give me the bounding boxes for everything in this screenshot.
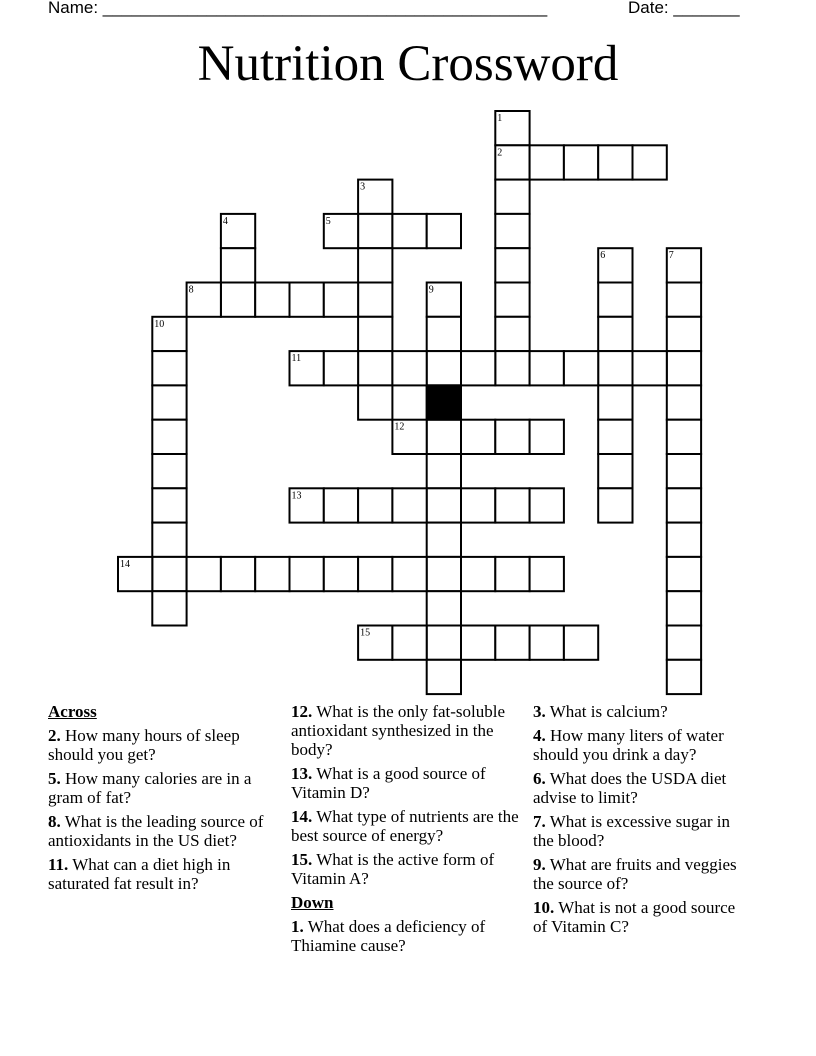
grid-cell[interactable] — [427, 317, 461, 351]
grid-cell[interactable] — [255, 557, 289, 591]
date-field-label: Date: _______ — [628, 0, 740, 17]
grid-cell[interactable] — [598, 454, 632, 488]
grid-cell[interactable] — [290, 283, 324, 317]
grid-cell[interactable] — [530, 145, 564, 179]
clue-down-9 — [533, 855, 748, 893]
grid-cell[interactable] — [667, 420, 701, 454]
cell-number: 8 — [188, 284, 194, 296]
cell-number: 6 — [600, 250, 606, 262]
grid-cell[interactable] — [152, 351, 186, 385]
grid-cell[interactable] — [221, 557, 255, 591]
grid-cell[interactable] — [461, 420, 495, 454]
grid-cell[interactable] — [495, 180, 529, 214]
clue-number: 5. — [48, 769, 61, 788]
grid-cell[interactable] — [633, 145, 667, 179]
grid-cell[interactable] — [427, 660, 461, 694]
grid-cell[interactable] — [255, 283, 289, 317]
grid-cell[interactable] — [667, 626, 701, 660]
grid-cell[interactable] — [152, 420, 186, 454]
grid-cell[interactable] — [427, 557, 461, 591]
cell-number: 12 — [394, 421, 405, 433]
grid-cell[interactable] — [667, 385, 701, 419]
clue-across-5 — [48, 769, 284, 807]
grid-cell[interactable] — [324, 351, 358, 385]
clue-down-10 — [533, 898, 748, 936]
clue-number: 1. — [291, 917, 304, 936]
grid-cell[interactable] — [598, 145, 632, 179]
cell-number: 9 — [428, 284, 434, 296]
clue-number: 11. — [48, 855, 69, 874]
grid-cell[interactable] — [358, 351, 392, 385]
cell-number: 3 — [360, 181, 366, 193]
grid-cell[interactable] — [358, 385, 392, 419]
clue-number: 15. — [291, 850, 313, 869]
cell-number: 5 — [325, 215, 331, 227]
grid-cell[interactable] — [152, 591, 186, 625]
grid-cell[interactable] — [152, 385, 186, 419]
clue-text: What is the only fat-soluble antioxidant synthesized in the body? — [291, 702, 506, 759]
clues-column-2 — [291, 702, 527, 960]
grid-cell[interactable] — [598, 488, 632, 522]
grid-cell[interactable] — [495, 317, 529, 351]
clue-across-15 — [291, 850, 527, 888]
grid-cell[interactable] — [324, 557, 358, 591]
grid-cell[interactable] — [598, 351, 632, 385]
page-title: Nutrition Crossword — [197, 36, 619, 92]
grid-cell[interactable] — [495, 351, 529, 385]
grid-cell[interactable] — [221, 248, 255, 282]
clue-across-14 — [291, 807, 527, 845]
grid-cell[interactable] — [187, 557, 221, 591]
grid-cell[interactable] — [530, 420, 564, 454]
grid-cell[interactable] — [427, 523, 461, 557]
grid-cell[interactable] — [667, 660, 701, 694]
grid-cell[interactable] — [598, 420, 632, 454]
clue-number: 14. — [291, 807, 313, 826]
grid-cell[interactable] — [427, 488, 461, 522]
grid-cell[interactable] — [598, 283, 632, 317]
clue-across-12 — [291, 702, 527, 759]
grid-cell[interactable] — [530, 351, 564, 385]
grid-cell[interactable] — [461, 557, 495, 591]
clue-text: What are fruits and veggies the source of? — [533, 855, 737, 893]
grid-cell[interactable] — [358, 488, 392, 522]
clue-across-2 — [48, 726, 284, 764]
clue-number: 10. — [533, 898, 555, 917]
grid-cell[interactable] — [461, 626, 495, 660]
grid-cell[interactable] — [495, 214, 529, 248]
cell-number: 4 — [222, 215, 228, 227]
clue-text: What is not a good source of Vitamin C? — [533, 898, 736, 936]
grid-cell[interactable] — [633, 351, 667, 385]
clue-text: What is the leading source of antioxidants in the US diet? — [48, 812, 264, 850]
grid-cell[interactable] — [530, 626, 564, 660]
clue-text: What is the active form of Vitamin A? — [291, 850, 495, 888]
grid-cell[interactable] — [427, 626, 461, 660]
clue-number: 3. — [533, 702, 546, 721]
grid-cell[interactable] — [667, 317, 701, 351]
grid-cell[interactable] — [392, 626, 426, 660]
down-heading: Down — [291, 893, 334, 912]
grid-cell[interactable] — [667, 351, 701, 385]
grid-cell[interactable] — [152, 523, 186, 557]
grid-cell[interactable] — [152, 454, 186, 488]
grid-cell[interactable] — [667, 591, 701, 625]
grid-cell[interactable] — [358, 283, 392, 317]
grid-cell[interactable] — [564, 626, 598, 660]
clue-text: How many hours of sleep should you get? — [48, 726, 240, 764]
clue-number: 2. — [48, 726, 61, 745]
clues-column-3 — [533, 702, 748, 941]
grid-cell[interactable] — [358, 557, 392, 591]
grid-cell[interactable] — [427, 591, 461, 625]
grid-cell[interactable] — [495, 283, 529, 317]
grid-cell[interactable] — [392, 557, 426, 591]
cell-number: 11 — [291, 353, 302, 365]
grid-cell[interactable] — [324, 488, 358, 522]
clue-text: What can a diet high in saturated fat result in? — [48, 855, 231, 893]
grid-cell[interactable] — [667, 523, 701, 557]
grid-cell[interactable] — [564, 145, 598, 179]
grid-cell[interactable] — [392, 488, 426, 522]
clue-text: What is excessive sugar in the blood? — [533, 812, 731, 850]
clue-number: 12. — [291, 702, 313, 721]
grid-cell[interactable] — [427, 420, 461, 454]
grid-cell[interactable] — [358, 317, 392, 351]
clue-text: How many calories are in a gram of fat? — [48, 769, 252, 807]
clue-number: 13. — [291, 764, 313, 783]
clue-number: 8. — [48, 812, 61, 831]
grid-cell[interactable] — [221, 283, 255, 317]
grid-cell[interactable] — [667, 488, 701, 522]
grid-cell[interactable] — [667, 454, 701, 488]
grid-cell[interactable] — [530, 557, 564, 591]
cell-number: 7 — [668, 250, 674, 262]
grid-cell[interactable] — [495, 420, 529, 454]
clue-text: What type of nutrients are the best source of energy? — [291, 807, 519, 845]
clue-across-13 — [291, 764, 527, 802]
black-square — [427, 385, 461, 419]
grid-cell[interactable] — [358, 214, 392, 248]
grid-cell[interactable] — [598, 317, 632, 351]
clue-down-1 — [291, 917, 527, 955]
name-field-label: Name: _______________________________________________ — [48, 0, 548, 17]
grid-cell[interactable] — [392, 351, 426, 385]
clue-text: What does the USDA diet advise to limit? — [533, 769, 727, 807]
clue-across-8 — [48, 812, 284, 850]
cell-number: 15 — [360, 627, 371, 639]
grid-cell[interactable] — [152, 488, 186, 522]
clue-down-7 — [533, 812, 748, 850]
clue-down-3 — [533, 702, 748, 721]
grid-cell[interactable] — [427, 214, 461, 248]
clue-text: What is calcium? — [545, 702, 668, 721]
clue-down-6 — [533, 769, 748, 807]
clue-across-11 — [48, 855, 284, 893]
grid-cell[interactable] — [152, 557, 186, 591]
grid-cell[interactable] — [427, 454, 461, 488]
cell-number: 2 — [497, 147, 503, 159]
grid-cell[interactable] — [598, 385, 632, 419]
clue-down-4 — [533, 726, 748, 764]
grid-cell[interactable] — [495, 248, 529, 282]
grid-cell[interactable] — [290, 557, 324, 591]
grid-cell[interactable] — [358, 248, 392, 282]
cell-number: 14 — [120, 558, 130, 570]
clue-text: What is a good source of Vitamin D? — [291, 764, 486, 802]
grid-cell[interactable] — [324, 283, 358, 317]
grid-cell[interactable] — [667, 557, 701, 591]
grid-cell[interactable] — [495, 626, 529, 660]
grid-cell[interactable] — [495, 488, 529, 522]
clue-number: 4. — [533, 726, 546, 745]
cell-number: 13 — [291, 490, 302, 502]
clue-number: 6. — [533, 769, 546, 788]
grid-cell[interactable] — [461, 351, 495, 385]
grid-cell[interactable] — [667, 283, 701, 317]
grid-cell[interactable] — [392, 214, 426, 248]
grid-cell[interactable] — [530, 488, 564, 522]
cell-number: 10 — [154, 318, 165, 330]
clue-number: 7. — [533, 812, 546, 831]
clue-text: What does a deficiency of Thiamine cause? — [291, 917, 486, 955]
grid-cell[interactable] — [495, 557, 529, 591]
across-heading: Across — [48, 702, 97, 721]
cell-number: 1 — [497, 113, 503, 124]
clue-number: 9. — [533, 855, 546, 874]
grid-cell[interactable] — [564, 351, 598, 385]
clue-text: How many liters of water should you drink a day? — [533, 726, 724, 764]
grid-cell[interactable] — [427, 351, 461, 385]
clues-column-1 — [48, 702, 284, 898]
grid-cell[interactable] — [461, 488, 495, 522]
